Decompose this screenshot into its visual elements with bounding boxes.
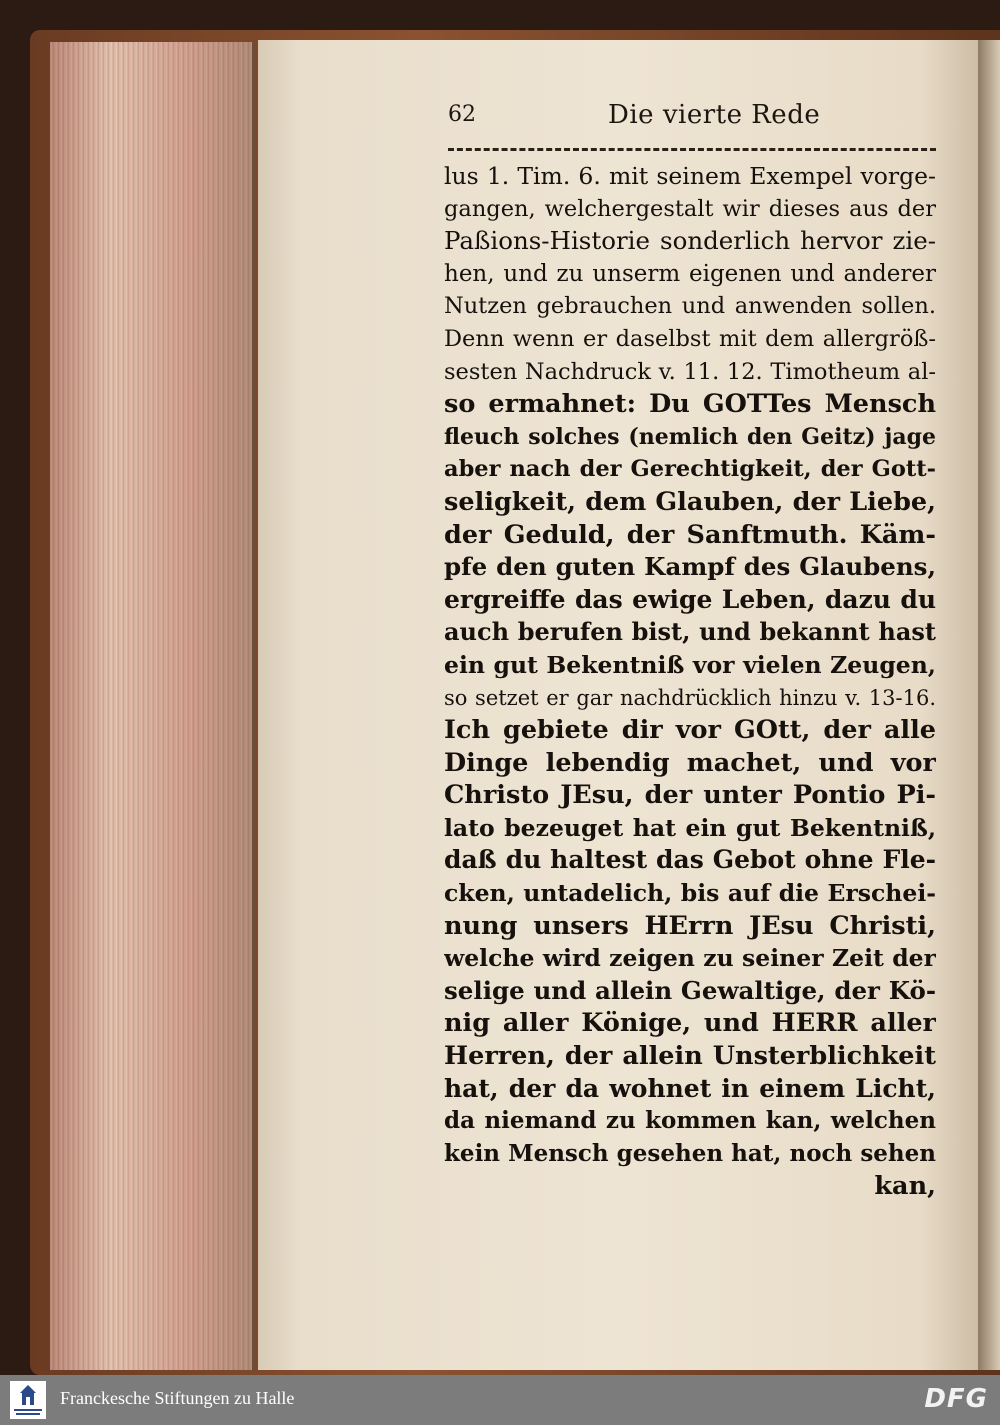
footer-bar — [0, 1375, 1000, 1425]
text-line: nig aller Könige, und HERR aller — [444, 1008, 936, 1039]
text-line: so ermahnet: Du GOTTes Mensch — [444, 389, 936, 420]
text-line: fleuch solches (nemlich den Geitz) jage — [444, 423, 936, 450]
text-line: aber nach der Gerechtigkeit, der Gott- — [444, 456, 936, 483]
header-rule — [448, 148, 936, 151]
text-line: ergreiffe das ewige Leben, dazu du — [444, 584, 936, 614]
text-line: gangen, welchergestalt wir dieses aus der — [444, 195, 936, 222]
text-line: Paßions-Historie sonderlich hervor zie- — [444, 226, 936, 256]
text-line: Denn wenn er daselbst mit dem allergröß- — [444, 325, 936, 352]
text-line: cken, untadelich, bis auf die Erschei- — [444, 879, 936, 908]
dfg-logo: DFG — [924, 1384, 988, 1414]
text-line: hat, der da wohnet in einem Licht, — [444, 1073, 936, 1103]
text-line: Ich gebiete dir vor GOtt, der alle — [444, 715, 936, 746]
text-line: Herren, der allein Unsterblichkeit — [444, 1041, 936, 1072]
text-line: kein Mensch gesehen hat, noch sehen — [444, 1139, 936, 1167]
text-line: lato bezeuget hat ein gut Bekentniß, — [444, 813, 936, 842]
text-line: der Geduld, der Sanftmuth. Käm- — [444, 519, 936, 550]
text-line: welche wird zeigen zu seiner Zeit der — [444, 944, 936, 973]
institution-name: Franckesche Stiftungen zu Halle — [60, 1388, 295, 1408]
text-line: seligkeit, dem Glauben, der Liebe, — [444, 486, 936, 517]
text-line: so setzet er gar nachdrücklich hinzu v. 13-16. — [444, 685, 936, 710]
text-line: pfe den guten Kampf des Glaubens, — [444, 552, 936, 582]
franckesche-stiftungen-logo — [10, 1381, 46, 1419]
text-line: selige und allein Gewaltige, der Kö- — [444, 975, 936, 1005]
page-edges-stack — [50, 42, 255, 1370]
text-line: kan, — [874, 1171, 936, 1202]
text-line: sesten Nachdruck v. 11. 12. Timotheum al- — [444, 358, 936, 385]
body-text — [444, 160, 936, 1203]
page-header — [448, 100, 918, 140]
text-line: daß du haltest das Gebot ohne Fle- — [444, 845, 936, 875]
text-line: Dinge lebendig machet, und vor — [444, 747, 936, 778]
text-line: lus 1. Tim. 6. mit seinem Exempel vorge- — [444, 162, 936, 190]
text-line: auch berufen bist, und bekannt hast — [444, 617, 936, 647]
text-line: nung unsers HErrn JEsu Christi, — [444, 910, 936, 941]
text-line: Nutzen gebrauchen und anwenden sollen. — [444, 293, 936, 320]
text-line: ein gut Bekentniß vor vielen Zeugen, — [444, 650, 936, 679]
page-number: 62 — [448, 102, 476, 127]
running-title: Die vierte Rede — [608, 100, 821, 130]
text-line: hen, und zu unserm eigenen und anderer — [444, 260, 936, 287]
text-line: Christo JEsu, der unter Pontio Pi- — [444, 780, 936, 811]
text-line: da niemand zu kommen kan, welchen — [444, 1107, 936, 1135]
opposite-page-edge — [978, 40, 1000, 1370]
